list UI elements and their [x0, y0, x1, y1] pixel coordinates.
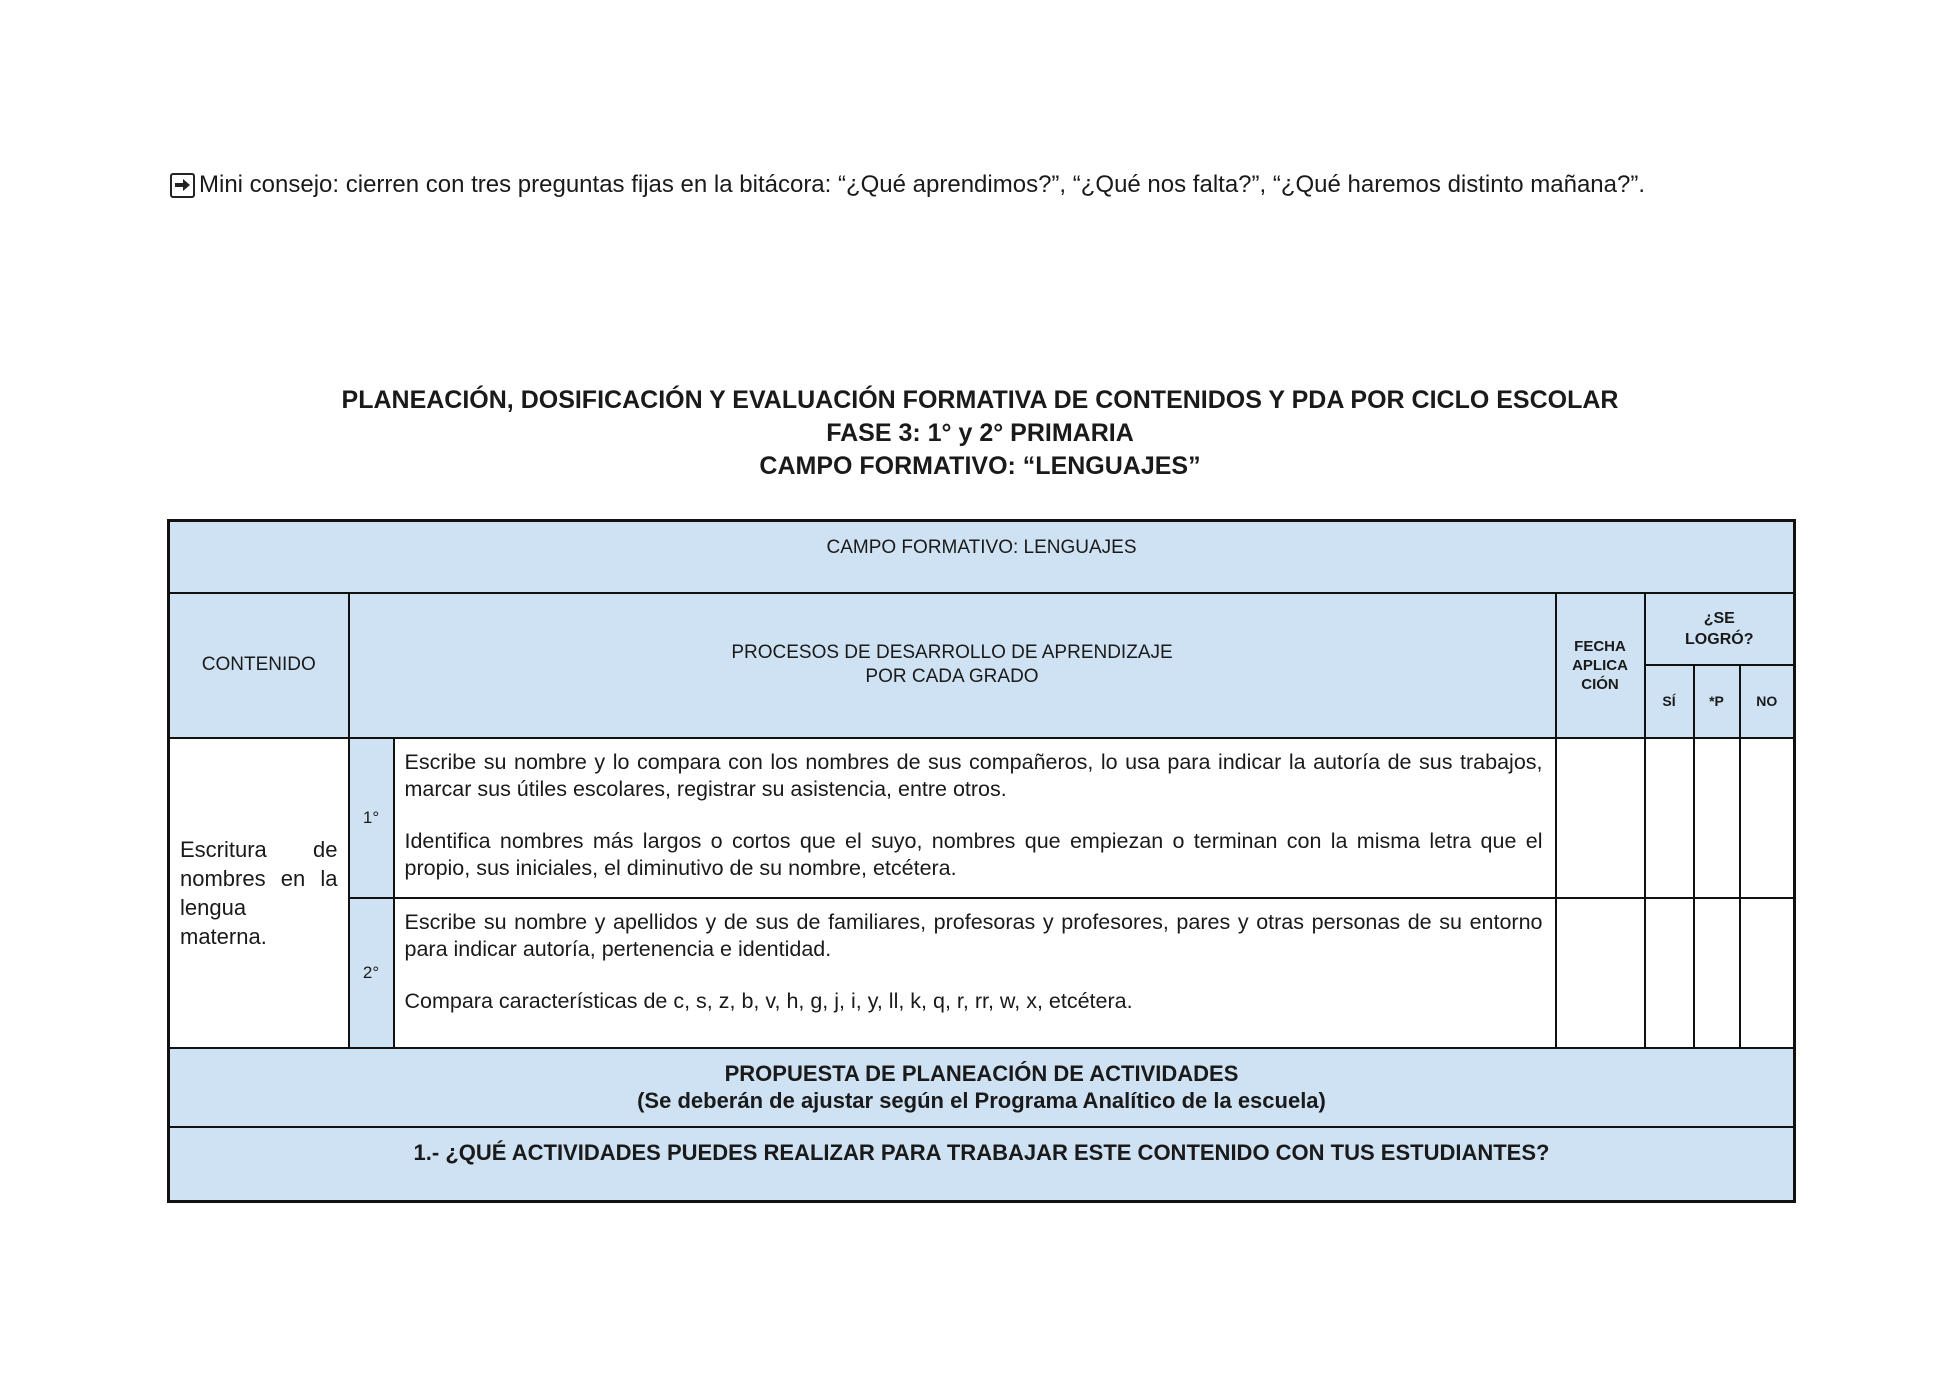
- pda-text: Escribe su nombre y lo compara con los nombres de sus compañeros, lo usa para indicar la autoría de sus trabajos, marcar sus útiles escolares, registrar su asistencia, entre otros.: [404, 749, 1543, 801]
- header-no: NO: [1740, 665, 1795, 738]
- header-procesos: [349, 593, 1556, 738]
- header-procesos-line2: POR CADA GRADO: [865, 666, 1039, 687]
- tip-text: Mini consejo: cierren con tres preguntas fijas en la bitácora: “¿Qué aprendimos?”, “¿Qué nos falta?”, “¿Qué haremos distinto mañana?”.: [199, 171, 1646, 198]
- fecha-cell[interactable]: [1556, 898, 1645, 1048]
- header-p: *P: [1694, 665, 1740, 738]
- propuesta-header: [169, 1048, 1795, 1127]
- document-title: PLANEACIÓN, DOSIFICACIÓN Y EVALUACIÓN FORMATIVA DE CONTENIDOS Y PDA POR CICLO ESCOLAR: [341, 386, 1619, 414]
- pda-text: Escribe su nombre y apellidos y de sus de familiares, profesoras y profesores, pares y otras personas de su entorno para indicar autoría, pertenencia e identidad.: [404, 909, 1543, 961]
- header-fecha-line2: APLICA: [1572, 656, 1628, 674]
- no-checkbox-cell[interactable]: [1740, 898, 1795, 1048]
- header-logro-line2: LOGRÓ?: [1685, 630, 1754, 648]
- p-checkbox-cell[interactable]: [1694, 898, 1740, 1048]
- document-subtitle-phase: FASE 3: 1° y 2° PRIMARIA: [826, 419, 1134, 447]
- contenido-cell: Escritura de nombres en la lengua materna.: [169, 738, 349, 1048]
- header-logro-line1: ¿SE: [1703, 609, 1735, 627]
- header-fecha-line3: CIÓN: [1581, 675, 1619, 693]
- planning-table: [167, 519, 1796, 1203]
- pda-cell-grade-1: [394, 738, 1556, 898]
- grade-label: 1°: [349, 738, 394, 898]
- document-subtitle-field: CAMPO FORMATIVO: “LENGUAJES”: [759, 452, 1201, 480]
- header-fecha-aplicacion: [1556, 593, 1645, 738]
- header-fecha-line1: FECHA: [1574, 637, 1626, 655]
- header-se-logro: [1645, 593, 1795, 665]
- header-contenido: CONTENIDO: [169, 593, 349, 738]
- propuesta-note: (Se deberán de ajustar según el Programa Analítico de la escuela): [637, 1088, 1326, 1113]
- pda-text: Identifica nombres más largos o cortos que el suyo, nombres que empiezan o terminan con la misma letra que el propio, sus iniciales, el diminutivo de su nombre, etcétera.: [404, 828, 1543, 880]
- si-checkbox-cell[interactable]: [1645, 898, 1694, 1048]
- no-checkbox-cell[interactable]: [1740, 738, 1795, 898]
- fecha-cell[interactable]: [1556, 738, 1645, 898]
- pda-cell-grade-2: [394, 898, 1556, 1048]
- activities-question: 1.- ¿QUÉ ACTIVIDADES PUEDES REALIZAR PARA TRABAJAR ESTE CONTENIDO CON TUS ESTUDIANTES?: [169, 1127, 1795, 1202]
- arrow-right-icon: [170, 173, 195, 198]
- si-checkbox-cell[interactable]: [1645, 738, 1694, 898]
- tip-line: [170, 170, 1645, 200]
- p-checkbox-cell[interactable]: [1694, 738, 1740, 898]
- header-procesos-line1: PROCESOS DE DESARROLLO DE APRENDIZAJE: [731, 642, 1173, 663]
- grade-label: 2°: [349, 898, 394, 1048]
- pda-text: Compara características de c, s, z, b, v, h, g, j, i, y, ll, k, q, r, rr, w, x, etcétera.: [404, 988, 1133, 1013]
- table-title: CAMPO FORMATIVO: LENGUAJES: [169, 521, 1795, 593]
- propuesta-title: PROPUESTA DE PLANEACIÓN DE ACTIVIDADES: [724, 1061, 1239, 1086]
- header-si: SÍ: [1645, 665, 1694, 738]
